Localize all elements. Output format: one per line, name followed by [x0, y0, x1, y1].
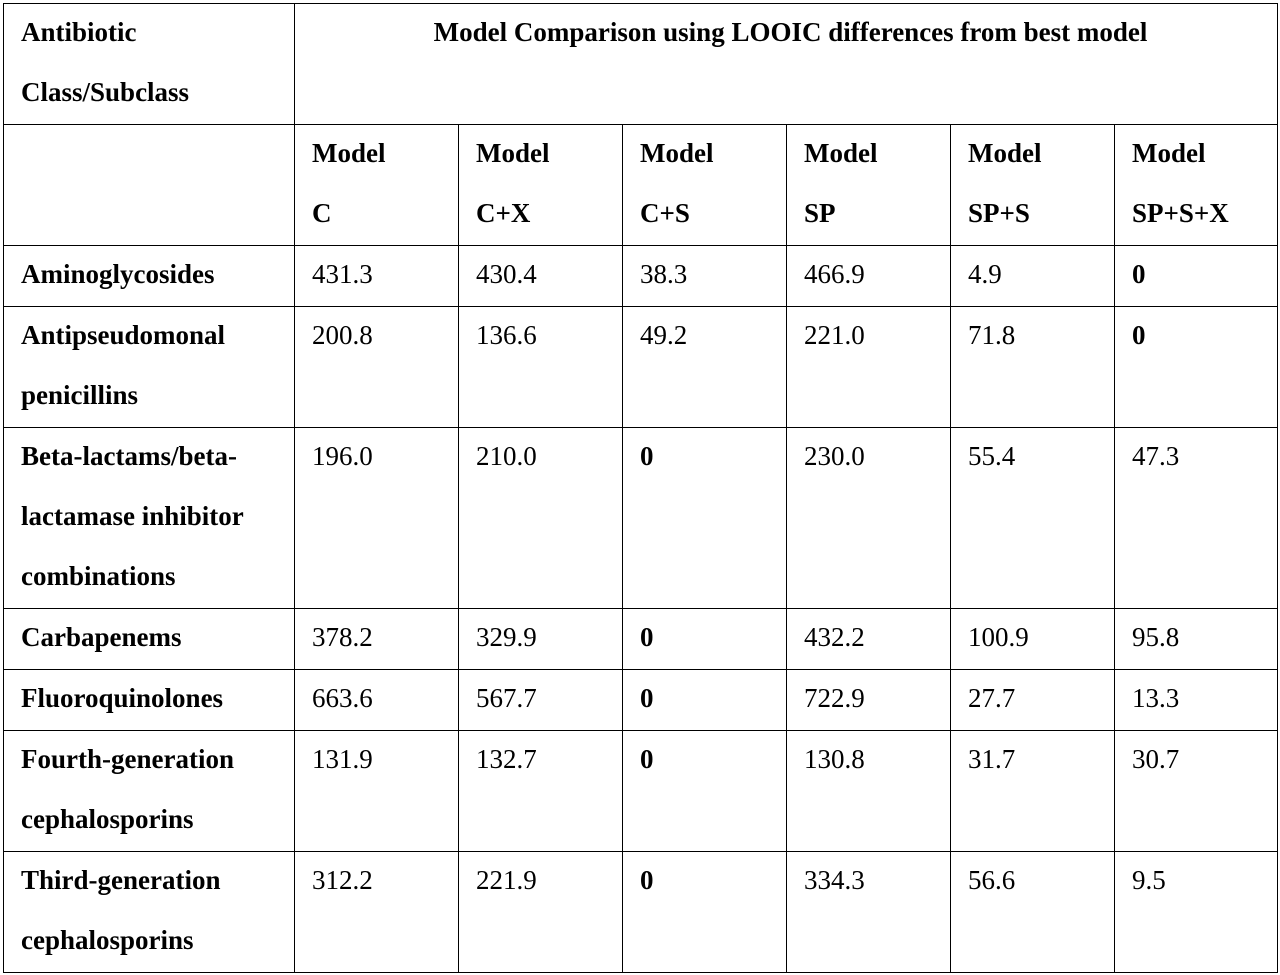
looic-value: 329.9	[476, 622, 537, 652]
looic-value-cell	[623, 670, 787, 731]
looic-value-cell	[295, 731, 459, 852]
model-header-sp: Model SP	[787, 125, 951, 246]
table-row	[4, 246, 1278, 307]
best-model-value: 0	[640, 683, 654, 713]
antibiotic-class-label-line: Aminoglycosides	[21, 259, 215, 289]
looic-value-cell	[459, 307, 623, 428]
antibiotic-class-label-line: Antipseudomonal	[21, 320, 226, 350]
looic-value-cell	[951, 852, 1115, 973]
looic-value: 466.9	[804, 259, 865, 289]
looic-value-cell	[623, 307, 787, 428]
looic-value-cell	[623, 428, 787, 609]
looic-value-cell	[623, 731, 787, 852]
main-header-cell	[295, 4, 1278, 125]
looic-value-cell	[787, 428, 951, 609]
looic-value-cell	[1115, 307, 1278, 428]
looic-value-cell	[787, 670, 951, 731]
looic-value-cell	[787, 246, 951, 307]
looic-value: 55.4	[968, 441, 1016, 471]
looic-value: 432.2	[804, 622, 865, 652]
looic-value: 431.3	[312, 259, 373, 289]
looic-value: 722.9	[804, 683, 865, 713]
looic-value-cell	[623, 609, 787, 670]
looic-value-cell	[623, 246, 787, 307]
looic-value: 312.2	[312, 865, 373, 895]
antibiotic-class-label-line: Fluoroquinolones	[21, 683, 224, 713]
best-model-value: 0	[640, 622, 654, 652]
antibiotic-class-label-line: cephalosporins	[21, 925, 194, 955]
antibiotic-class-label-line: penicillins	[21, 380, 139, 410]
looic-value: 131.9	[312, 744, 373, 774]
antibiotic-class-cell	[4, 731, 295, 852]
looic-value: 567.7	[476, 683, 537, 713]
best-model-value: 0	[1132, 320, 1146, 350]
looic-value-cell	[1115, 428, 1278, 609]
looic-value-cell	[459, 731, 623, 852]
looic-value-cell	[295, 609, 459, 670]
looic-value: 663.6	[312, 683, 373, 713]
header-row-models	[4, 125, 1278, 246]
looic-value: 49.2	[640, 320, 688, 350]
looic-value: 56.6	[968, 865, 1016, 895]
looic-value-cell	[951, 731, 1115, 852]
looic-value: 38.3	[640, 259, 688, 289]
looic-value: 221.0	[804, 320, 865, 350]
table-row	[4, 852, 1278, 973]
looic-value: 136.6	[476, 320, 537, 350]
best-model-value: 0	[640, 441, 654, 471]
looic-value-cell	[787, 731, 951, 852]
empty-header-cell	[4, 125, 295, 246]
table-row	[4, 428, 1278, 609]
antibiotic-class-cell	[4, 609, 295, 670]
table-row	[4, 670, 1278, 731]
looic-value-cell	[295, 307, 459, 428]
looic-value-cell	[951, 307, 1115, 428]
looic-value-cell	[951, 670, 1115, 731]
looic-value-cell	[459, 852, 623, 973]
antibiotic-class-label-line: lactamase inhibitor	[21, 501, 244, 531]
looic-value: 132.7	[476, 744, 537, 774]
looic-value: 9.5	[1132, 865, 1166, 895]
looic-value: 430.4	[476, 259, 537, 289]
antibiotic-class-cell	[4, 852, 295, 973]
looic-value: 71.8	[968, 320, 1016, 350]
table-row	[4, 731, 1278, 852]
looic-value-cell	[459, 609, 623, 670]
looic-value: 13.3	[1132, 683, 1180, 713]
model-header-c-s: Model C+S	[623, 125, 787, 246]
header-row-title	[4, 4, 1278, 125]
best-model-value: 0	[1132, 259, 1146, 289]
looic-value-cell	[295, 428, 459, 609]
antibiotic-class-cell	[4, 307, 295, 428]
looic-value-cell	[459, 428, 623, 609]
best-model-value: 0	[640, 865, 654, 895]
table-row	[4, 307, 1278, 428]
looic-value: 30.7	[1132, 744, 1180, 774]
model-header-c-x: Model C+X	[459, 125, 623, 246]
looic-value: 221.9	[476, 865, 537, 895]
looic-value: 4.9	[968, 259, 1002, 289]
looic-value-cell	[1115, 246, 1278, 307]
antibiotic-class-label-line: cephalosporins	[21, 804, 194, 834]
antibiotic-class-label-line: combinations	[21, 561, 176, 591]
looic-value-cell	[1115, 609, 1278, 670]
model-header-sp-s: Model SP+S	[951, 125, 1115, 246]
looic-value: 378.2	[312, 622, 373, 652]
looic-value: 31.7	[968, 744, 1016, 774]
looic-value: 47.3	[1132, 441, 1180, 471]
looic-value-cell	[951, 246, 1115, 307]
looic-value-cell	[1115, 852, 1278, 973]
class-header-line-2: Class/Subclass	[21, 77, 190, 107]
looic-value-cell	[787, 852, 951, 973]
looic-value: 210.0	[476, 441, 537, 471]
looic-value-cell	[295, 852, 459, 973]
looic-value-cell	[295, 670, 459, 731]
looic-value: 27.7	[968, 683, 1016, 713]
class-header-line-1: Antibiotic	[21, 17, 137, 47]
looic-value: 334.3	[804, 865, 865, 895]
looic-comparison-table	[3, 3, 1278, 973]
looic-value: 130.8	[804, 744, 865, 774]
antibiotic-class-cell	[4, 428, 295, 609]
looic-value-cell	[459, 246, 623, 307]
antibiotic-class-cell	[4, 670, 295, 731]
antibiotic-class-label-line: Third-generation	[21, 865, 221, 895]
antibiotic-class-label-line: Carbapenems	[21, 622, 182, 652]
main-header-text: Model Comparison using LOOIC differences from best model	[433, 17, 1148, 47]
looic-value-cell	[787, 307, 951, 428]
model-header-c: Model C	[295, 125, 459, 246]
looic-value-cell	[951, 428, 1115, 609]
looic-value: 95.8	[1132, 622, 1180, 652]
looic-value: 196.0	[312, 441, 373, 471]
class-header-cell	[4, 4, 295, 125]
looic-value-cell	[459, 670, 623, 731]
model-header-sp-s-x: Model SP+S+X	[1115, 125, 1278, 246]
antibiotic-class-cell	[4, 246, 295, 307]
looic-value-cell	[951, 609, 1115, 670]
looic-value: 230.0	[804, 441, 865, 471]
looic-value: 100.9	[968, 622, 1029, 652]
antibiotic-class-label-line: Beta-lactams/beta-	[21, 441, 237, 471]
looic-value-cell	[623, 852, 787, 973]
looic-value-cell	[1115, 731, 1278, 852]
looic-value-cell	[1115, 670, 1278, 731]
antibiotic-class-label-line: Fourth-generation	[21, 744, 234, 774]
table-row	[4, 609, 1278, 670]
looic-value-cell	[295, 246, 459, 307]
best-model-value: 0	[640, 744, 654, 774]
looic-value-cell	[787, 609, 951, 670]
looic-value: 200.8	[312, 320, 373, 350]
